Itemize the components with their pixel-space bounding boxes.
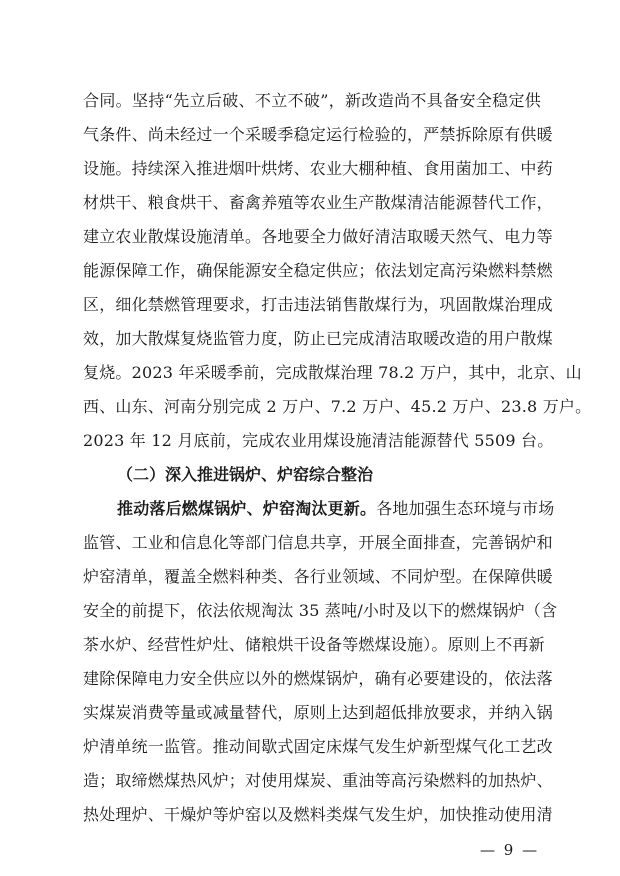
body-line: 热处理炉、干燥炉等炉窑以及燃料类煤气发生炉，加快推动使用清	[83, 805, 553, 824]
body-line: 合同。坚持“先立后破、不立不破”，新改造尚不具备安全稳定供	[83, 91, 541, 110]
body-line	[117, 499, 555, 519]
body-line: 安全的前提下，依法依规淘汰 35 蒸吨/小时及以下的燃煤锅炉（含	[83, 601, 558, 620]
body-line: 西、山东、河南分别完成 2 万户、7.2 万户、45.2 万户、23.8 万户。	[83, 397, 592, 416]
body-line: 能源保障工作，确保能源安全稳定供应；依法划定高污染燃料禁燃	[83, 261, 553, 280]
body-line: 区，细化禁燃管理要求，打击违法销售散煤行为，巩固散煤治理成	[83, 295, 553, 314]
body-line: 茶水炉、经营性炉灶、储粮烘干设备等燃煤设施）。原则上不再新	[83, 635, 545, 654]
section-heading: （二）深入推进锅炉、炉窑综合整治	[117, 465, 374, 484]
body-line: 效，加大散煤复烧监管力度，防止已完成清洁取暖改造的用户散煤	[83, 329, 553, 348]
body-line: 气条件、尚未经过一个采暖季稳定运行检验的，严禁拆除原有供暖	[83, 125, 553, 144]
body-line: 建除保障电力安全供应以外的燃煤锅炉，确有必要建设的，依法落	[83, 669, 553, 688]
body-line: 2023 年 12 月底前，完成农业用煤设施清洁能源替代 5509 台。	[83, 431, 554, 450]
paragraph-lead: 推动落后燃煤锅炉、炉窑淘汰更新。	[117, 499, 377, 518]
body-line: 复烧。2023 年采暖季前，完成散煤治理 78.2 万户，其中，北京、山	[83, 363, 582, 382]
body-line: 炉清单统一监管。推动间歇式固定床煤气发生炉新型煤气化工艺改	[83, 737, 553, 756]
body-line: 炉窑清单，覆盖全燃料种类、各行业领域、不同炉型。在保障供暖	[83, 567, 553, 586]
body-line: 设施。持续深入推进烟叶烘烤、农业大棚种植、食用菌加工、中药	[83, 159, 553, 178]
body-line: 实煤炭消费等量或减量替代，原则上达到超低排放要求，并纳入锅	[83, 703, 553, 722]
body-line: 建立农业散煤设施清单。各地要全力做好清洁取暖天然气、电力等	[83, 227, 553, 246]
paragraph-text: 各地加强生态环境与市场	[376, 499, 555, 518]
body-line: 造；取缔燃煤热风炉；对使用煤炭、重油等高污染燃料的加热炉、	[83, 771, 553, 790]
body-line: 材烘干、粮食烘干、畜禽养殖等农业生产散煤清洁能源替代工作，	[83, 193, 553, 212]
body-line: 监管、工业和信息化等部门信息共享，开展全面排查，完善锅炉和	[83, 533, 553, 552]
page-number: — 9 —	[480, 841, 540, 859]
